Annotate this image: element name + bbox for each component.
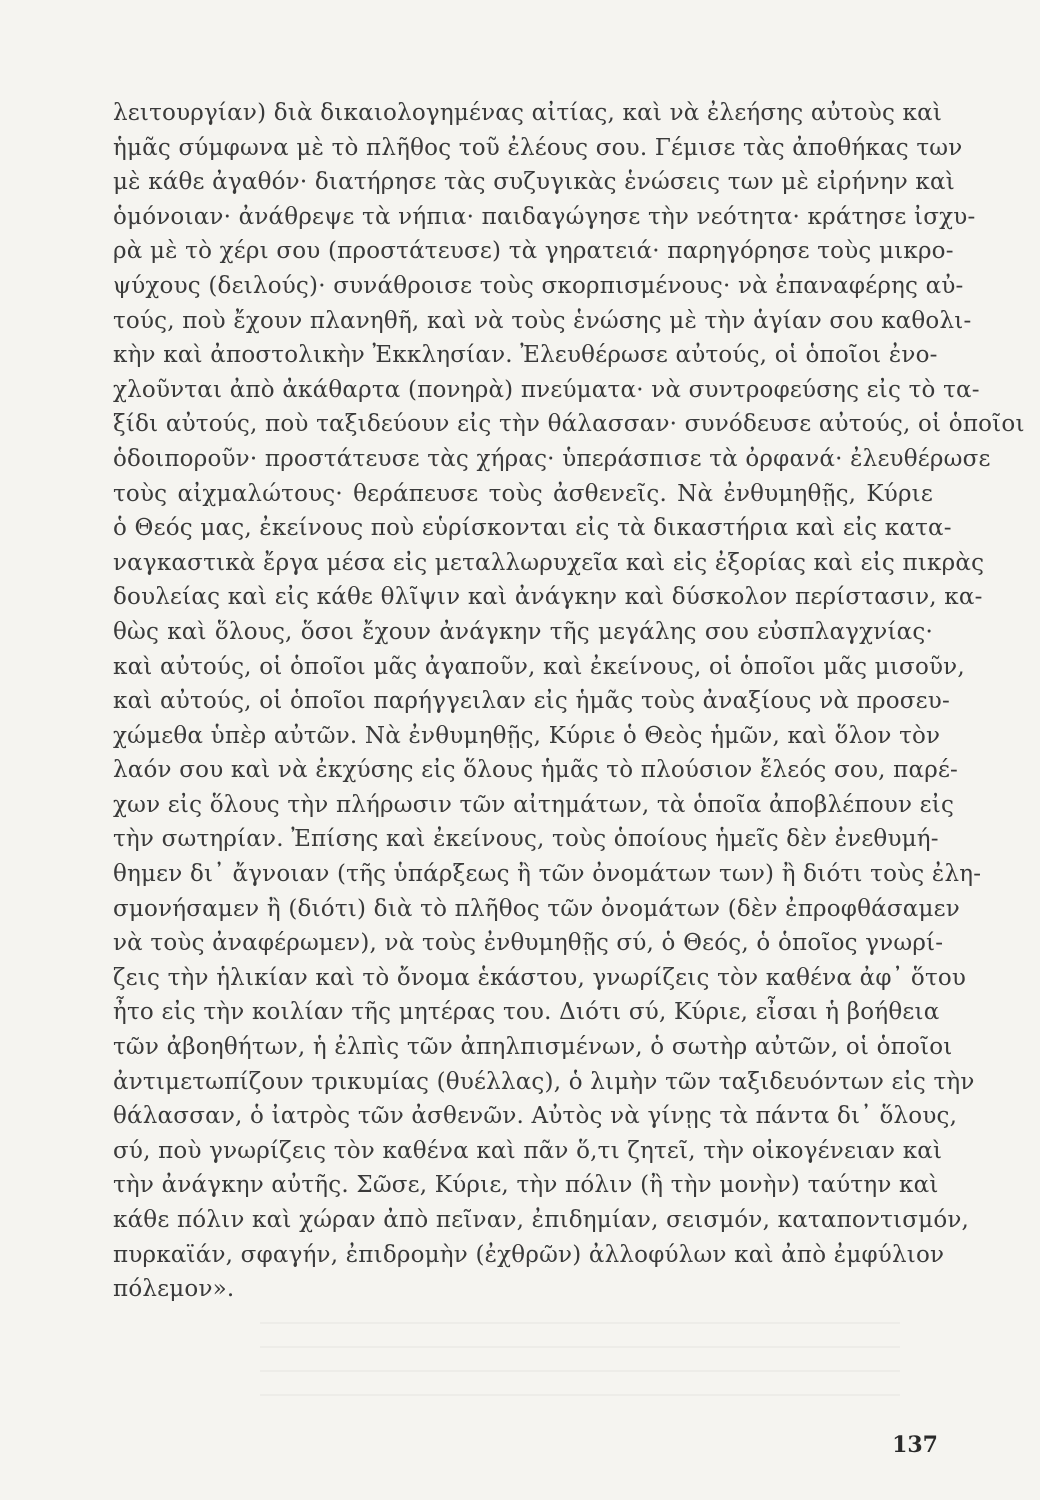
text-line: ζεις τὴν ἡλικίαν καὶ τὸ ὄνομα ἑκάστου, γνωρίζεις τὸν καθένα ἀφ᾽ ὅτου: [113, 964, 967, 991]
page-number: 137: [892, 1432, 938, 1458]
text-line: ἀντιμετωπίζουν τρικυμίας (θυέλλας), ὁ λιμὴν τῶν ταξιδευόντων εἰς τὴν: [113, 1068, 975, 1095]
text-line: δουλείας καὶ εἰς κάθε θλῖψιν καὶ ἀνάγκην καὶ δύσκολον περίστασιν, κα-: [113, 584, 983, 611]
text-line: πυρκαϊάν, σφαγήν, ἐπιδρομὴν (ἐχθρῶν) ἀλλοφύλων καὶ ἀπὸ ἐμφύλιον: [113, 1241, 945, 1268]
text-line: ἡμᾶς σύμφωνα μὲ τὸ πλῆθος τοῦ ἐλέους σου. Γέμισε τὰς ἀποθήκας των: [113, 134, 963, 161]
text-line: ὁμόνοιαν· ἀνάθρεψε τὰ νήπια· παιδαγώγησε τὴν νεότητα· κράτησε ἰσχυ-: [113, 203, 976, 230]
text-line: θημεν δι᾽ ἄγνοιαν (τῆς ὑπάρξεως ἢ τῶν ὀνομάτων των) ἢ διότι τοὺς ἐλη-: [113, 861, 982, 888]
text-line: τὴν σωτηρίαν. Ἐπίσης καὶ ἐκείνους, τοὺς ὁποίους ἡμεῖς δὲν ἐνεθυμή-: [113, 826, 939, 853]
text-line: νὰ τοὺς ἀναφέρωμεν), νὰ τοὺς ἐνθυμηθῇς σύ, ὁ Θεός, ὁ ὁποῖος γνωρί-: [113, 930, 944, 957]
text-line: χώμεθα ὑπὲρ αὐτῶν. Νὰ ἐνθυμηθῇς, Κύριε ὁ Θεὸς ἡμῶν, καὶ ὅλον τὸν: [113, 722, 941, 749]
text-line: σμονήσαμεν ἢ (διότι) διὰ τὸ πλῆθος τῶν ὀνομάτων (δὲν ἐπροφθάσαμεν: [113, 895, 960, 922]
text-line: ψύχους (δειλούς)· συνάθροισε τοὺς σκορπισμένους· νὰ ἐπαναφέρης αὐ-: [113, 272, 964, 299]
text-line: τούς, ποὺ ἔχουν πλανηθῆ, καὶ νὰ τοὺς ἑνώσης μὲ τὴν ἁγίαν σου καθολι-: [113, 307, 972, 334]
text-line: μὲ κάθε ἀγαθόν· διατήρησε τὰς συζυγικὰς ἑνώσεις των μὲ εἰρήνην καὶ: [113, 169, 955, 196]
text-line: θάλασσαν, ὁ ἰατρὸς τῶν ἀσθενῶν. Αὐτὸς νὰ γίνῃς τὰ πάντα δι᾽ ὅλους,: [113, 1103, 958, 1130]
text-line: ρὰ μὲ τὸ χέρι σου (προστάτευσε) τὰ γηρατειά· παρηγόρησε τοὺς μικρο-: [113, 238, 954, 265]
text-line: τῶν ἀβοηθήτων, ἡ ἐλπὶς τῶν ἀπηλπισμένων, ὁ σωτὴρ αὐτῶν, οἱ ὁποῖοι: [113, 1034, 953, 1061]
show-through-text: [260, 1322, 900, 1402]
text-line: λαόν σου καὶ νὰ ἐκχύσης εἰς ὅλους ἡμᾶς τὸ πλούσιον ἔλεός σου, παρέ-: [113, 757, 959, 784]
text-line: ἦτο εἰς τὴν κοιλίαν τῆς μητέρας του. Διότι σύ, Κύριε, εἶσαι ἡ βοήθεια: [113, 999, 940, 1026]
text-line: τοὺς αἰχμαλώτους· θεράπευσε τοὺς ἀσθενεῖς. Νὰ ἐνθυμηθῇς, Κύριε: [113, 480, 933, 507]
text-line: λειτουργίαν) διὰ δικαιολογημένας αἰτίας, καὶ νὰ ἐλεήσης αὐτοὺς καὶ: [113, 100, 943, 126]
text-line: ναγκαστικὰ ἔργα μέσα εἰς μεταλλωρυχεῖα καὶ εἰς ἐξορίας καὶ εἰς πικρὰς: [113, 549, 985, 576]
text-line: χων εἰς ὅλους τὴν πλήρωσιν τῶν αἰτημάτων, τὰ ὁποῖα ἀποβλέπουν εἰς: [113, 791, 955, 818]
body-text: [113, 96, 1025, 1307]
text-line: ὁ Θεός μας, ἐκείνους ποὺ εὑρίσκονται εἰς τὰ δικαστήρια καὶ εἰς κατα-: [113, 515, 952, 542]
text-line: θὼς καὶ ὅλους, ὅσοι ἔχουν ἀνάγκην τῆς μεγάλης σου εὐσπλαγχνίας·: [113, 618, 933, 645]
text-line: καὶ αὐτούς, οἱ ὁποῖοι μᾶς ἀγαποῦν, καὶ ἐκείνους, οἱ ὁποῖοι μᾶς μισοῦν,: [113, 653, 965, 680]
text-line: σύ, ποὺ γνωρίζεις τὸν καθένα καὶ πᾶν ὅ,τι ζητεῖ, τὴν οἰκογένειαν καὶ: [113, 1137, 943, 1164]
text-line: πόλεμον».: [113, 1276, 235, 1303]
text-line: χλοῦνται ἀπὸ ἀκάθαρτα (πονηρὰ) πνεύματα· νὰ συντροφεύσης εἰς τὸ τα-: [113, 376, 980, 403]
text-line: κὴν καὶ ἀποστολικὴν Ἐκκλησίαν. Ἐλευθέρωσε αὐτούς, οἱ ὁποῖοι ἐνο-: [113, 342, 938, 369]
text-line: κάθε πόλιν καὶ χώραν ἀπὸ πεῖναν, ἐπιδημίαν, σεισμόν, καταποντισμόν,: [113, 1207, 970, 1233]
text-line: ξίδι αὐτούς, ποὺ ταξιδεύουν εἰς τὴν θάλασσαν· συνόδευσε αὐτούς, οἱ ὁποῖοι: [113, 411, 1025, 438]
text-line: ὁδοιποροῦν· προστάτευσε τὰς χήρας· ὑπεράσπισε τὰ ὀρφανά· ἐλευθέρωσε: [113, 445, 991, 472]
text-line: τὴν ἀνάγκην αὐτῆς. Σῶσε, Κύριε, τὴν πόλιν (ἢ τὴν μονὴν) ταύτην καὶ: [113, 1172, 939, 1199]
text-line: καὶ αὐτούς, οἱ ὁποῖοι παρήγγειλαν εἰς ἡμᾶς τοὺς ἀναξίους νὰ προσευ-: [113, 688, 950, 715]
